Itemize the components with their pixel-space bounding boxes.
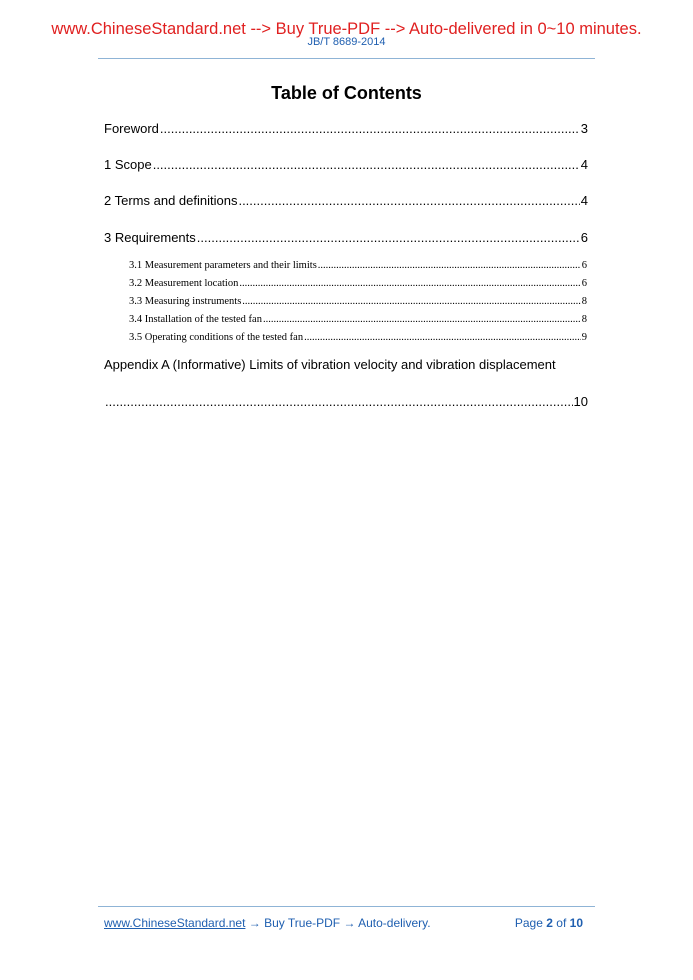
toc-entry-label: 3.3 Measuring instruments bbox=[129, 296, 242, 307]
toc-entry-terms[interactable] bbox=[104, 193, 588, 209]
toc-leader-dots bbox=[153, 157, 580, 173]
page-title: Table of Contents bbox=[271, 83, 422, 103]
toc-leader-dots bbox=[304, 331, 581, 344]
header-divider bbox=[98, 58, 595, 59]
footer-site-link[interactable]: www.ChineseStandard.net bbox=[104, 916, 246, 930]
toc-entry-page: 8 bbox=[581, 296, 587, 307]
toc-entry-page: 10 bbox=[573, 394, 588, 409]
toc-leader-dots bbox=[238, 193, 579, 209]
toc-entry-label: 3.2 Measurement location bbox=[129, 278, 239, 289]
toc-subentry-3-2[interactable] bbox=[129, 277, 587, 290]
toc-entry-label: 3.1 Measurement parameters and their limits bbox=[129, 260, 317, 271]
total-page-number: 10 bbox=[569, 916, 583, 930]
current-page-number: 2 bbox=[546, 916, 553, 930]
toc-leader-dots bbox=[160, 121, 580, 137]
footer-promo-text: → Buy True-PDF → Auto-delivery. bbox=[245, 916, 431, 930]
toc-entry-page: 8 bbox=[581, 314, 587, 325]
toc-entry-label: Foreword bbox=[104, 121, 159, 136]
toc-subentry-3-3[interactable] bbox=[129, 295, 587, 308]
toc-entry-label: 3.4 Installation of the tested fan bbox=[129, 314, 262, 325]
toc-entry-foreword[interactable] bbox=[104, 121, 588, 137]
toc-entry-page: 6 bbox=[581, 260, 587, 271]
toc-leader-dots bbox=[239, 277, 580, 290]
toc-leader-dots bbox=[105, 394, 573, 410]
toc-entry-requirements[interactable] bbox=[104, 230, 588, 246]
toc-entry-label: 1 Scope bbox=[104, 157, 152, 172]
toc-entry-page: 9 bbox=[581, 332, 587, 343]
toc-subentry-3-4[interactable] bbox=[129, 313, 587, 326]
toc-appendix-leader-row[interactable] bbox=[104, 394, 588, 410]
page-word: Page bbox=[514, 916, 543, 930]
toc-entry-page: 4 bbox=[580, 157, 588, 172]
toc-leader-dots bbox=[197, 230, 580, 246]
toc-entry-page: 4 bbox=[580, 193, 588, 208]
toc-entry-label: 3.5 Operating conditions of the tested fan bbox=[129, 332, 304, 343]
toc-subentry-3-5[interactable] bbox=[129, 331, 587, 344]
promo-banner[interactable]: www.ChineseStandard.net --> Buy True-PDF --> Auto-delivered in 0~10 minutes. bbox=[51, 20, 642, 38]
of-word: of bbox=[556, 916, 567, 930]
toc-leader-dots bbox=[318, 259, 581, 272]
toc-leader-dots bbox=[242, 295, 580, 308]
document-code: JB/T 8689-2014 bbox=[307, 36, 386, 48]
toc-subentry-3-1[interactable] bbox=[129, 259, 587, 272]
toc-entry-label: 3 Requirements bbox=[104, 230, 196, 245]
toc-entry-appendix-a[interactable]: Appendix A (Informative) Limits of vibration velocity and vibration displacement bbox=[104, 357, 556, 372]
footer-divider bbox=[98, 906, 595, 907]
toc-entry-page: 6 bbox=[580, 230, 588, 245]
toc-entry-page: 3 bbox=[580, 121, 588, 136]
toc-entry-scope[interactable] bbox=[104, 157, 588, 173]
toc-entry-page: 6 bbox=[581, 278, 587, 289]
toc-entry-label: 2 Terms and definitions bbox=[104, 193, 238, 208]
page-indicator bbox=[515, 916, 583, 931]
toc-leader-dots bbox=[263, 313, 581, 326]
footer-promo bbox=[104, 916, 431, 931]
